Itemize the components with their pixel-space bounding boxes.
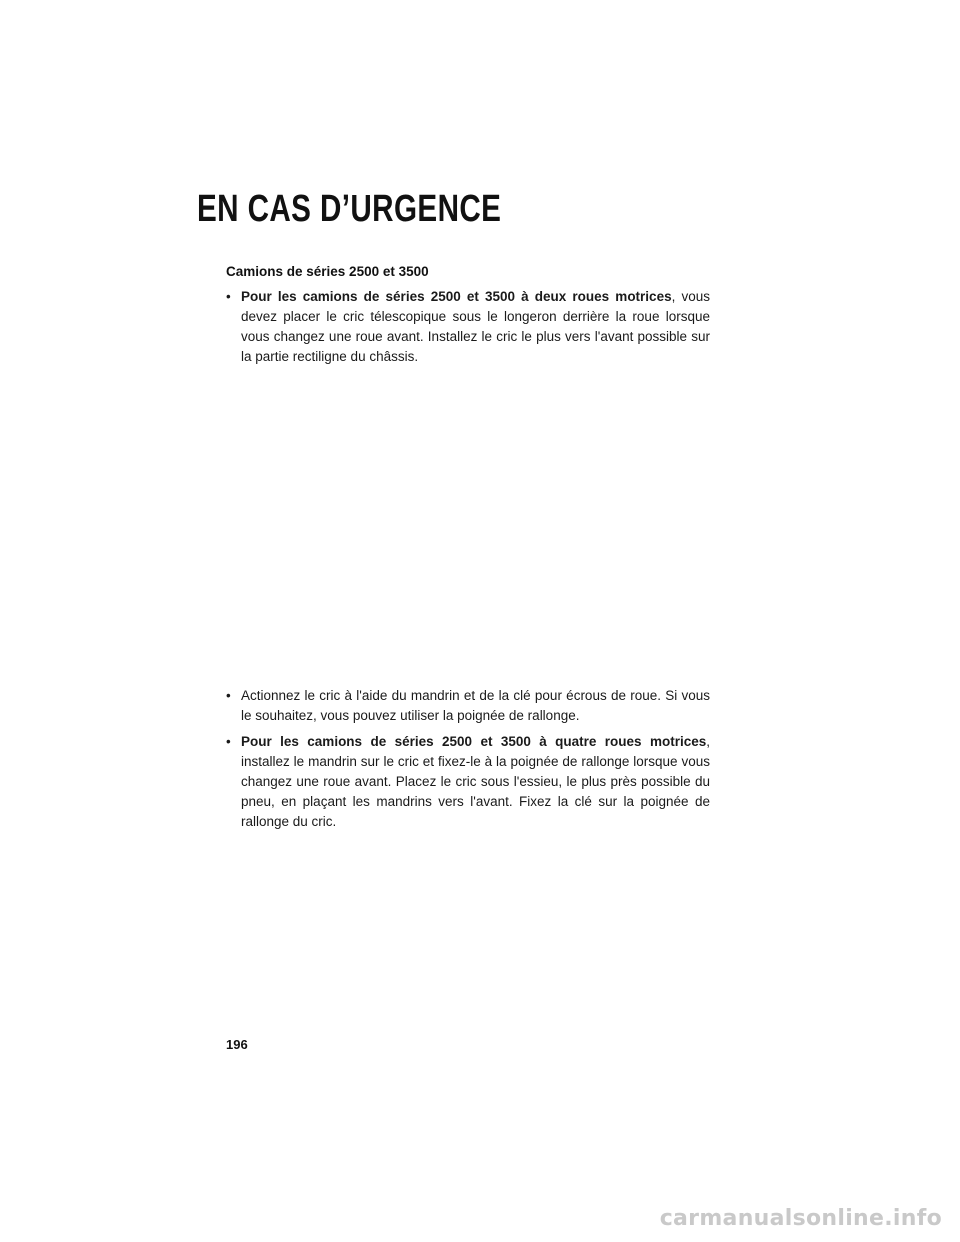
- bullet-item: [226, 732, 710, 832]
- watermark: carmanualsonline.info: [659, 1206, 942, 1231]
- bullet-icon: •: [226, 289, 231, 304]
- subheading: Camions de séries 2500 et 3500: [226, 264, 429, 279]
- bullet-bold-lead: Pour les camions de séries 2500 et 3500 à quatre roues motrices: [241, 734, 707, 749]
- section-title: EN CAS D’URGENCE: [197, 188, 502, 230]
- bullet-item: [226, 287, 710, 367]
- bullet-text: Actionnez le cric à l'aide du mandrin et de la clé pour écrous de roue. Si vous le souhaitez, vous pouvez utiliser la poignée de rallonge.: [241, 688, 710, 723]
- bullet-icon: •: [226, 688, 231, 703]
- bullet-text: , vous devez placer le cric télescopique sous le longeron derrière la roue lorsque vous changez une roue avant. Installez le cric le plus vers l'avant possible sur la partie rectiligne du châssis.: [241, 289, 710, 364]
- bullet-text: , installez le mandrin sur le cric et fixez-le à la poignée de rallonge lorsque vous changez une roue avant. Placez le cric sous l'essieu, le plus près possible du pneu, en plaçant les mandrins vers l'avant. Fixez la clé sur la poignée de rallonge du cric.: [241, 734, 710, 829]
- bullet-icon: •: [226, 734, 231, 749]
- page-number: 196: [226, 1037, 248, 1052]
- bullet-bold-lead: Pour les camions de séries 2500 et 3500 à deux roues motrices: [241, 289, 672, 304]
- page-content: [226, 264, 710, 832]
- bullet-item: [226, 686, 710, 726]
